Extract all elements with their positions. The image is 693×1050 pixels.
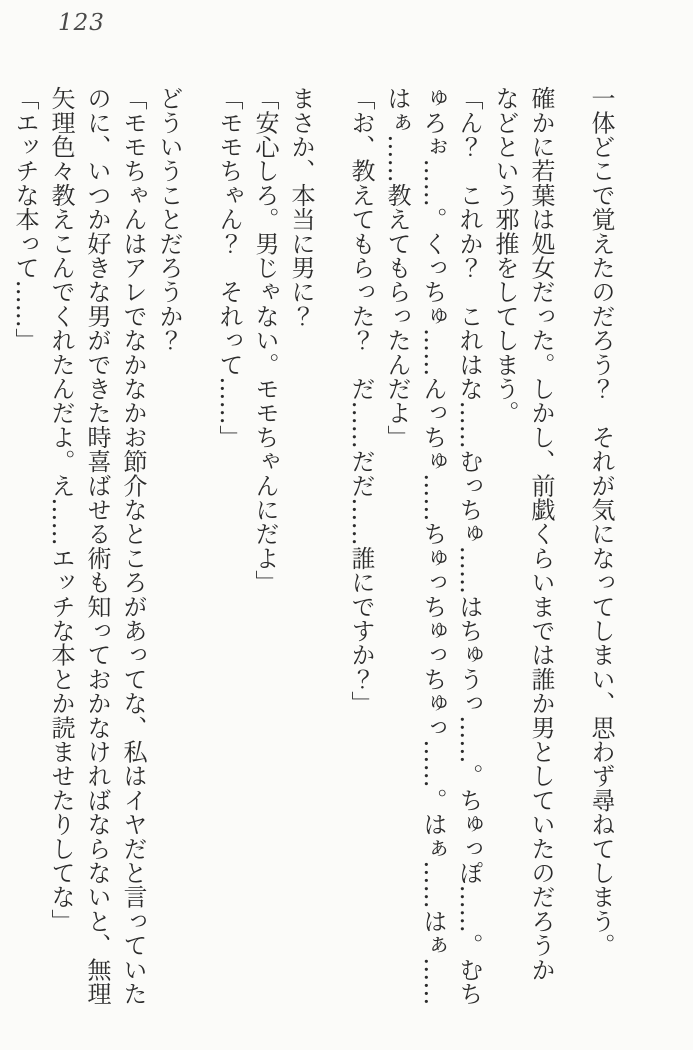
- text-line: まさか、本当に男に？: [287, 86, 315, 328]
- text-line: [0, 86, 7, 1008]
- text-line: 矢理色々教えこんでくれたんだよ。え……エッチな本とか読ませたりしてな」: [47, 86, 75, 933]
- text-line: どういうことだろうか？: [155, 86, 183, 353]
- text-line: はぁ……教えてもらったんだよ」: [383, 86, 411, 449]
- text-line: 「エッチな本って……」: [11, 86, 39, 353]
- text-line: などという邪推をしてしまう。: [491, 86, 519, 425]
- page-number: 123: [58, 10, 105, 36]
- text-line: 一体どこで覚えたのだろう？ それが気になってしまい、思わず尋ねてしまう。: [587, 86, 615, 958]
- text-line: のに、いつか好きな男ができた時喜ばせる術も知っておかなければならないと、無理: [83, 86, 111, 1006]
- text-line: 「モモちゃんはアレでなかなかお節介なところがあってな、私はイヤだと言っていた: [119, 86, 147, 1006]
- text-line: 「モモちゃん？ それって……」: [215, 86, 243, 449]
- text-line: 「ん？ これか？ これはな……むっちゅ……はちゅうっ……。ちゅっぽ……。むち: [455, 86, 483, 1006]
- text-line: 「安心しろ。男じゃない。モモちゃんにだよ」: [251, 86, 279, 595]
- text-line: 「お、教えてもらった？ だ……だだ……誰にですか？」: [347, 86, 375, 716]
- text-block: [0, 86, 643, 1008]
- text-line: ゅろぉ……。くっちゅ……んっちゅ……ちゅっちゅっちゅっ……。はぁ……はぁ……: [419, 86, 447, 1006]
- text-line: 確かに若葉は処女だった。しかし、前戯くらいまでは誰か男としていたのだろうか: [527, 86, 555, 982]
